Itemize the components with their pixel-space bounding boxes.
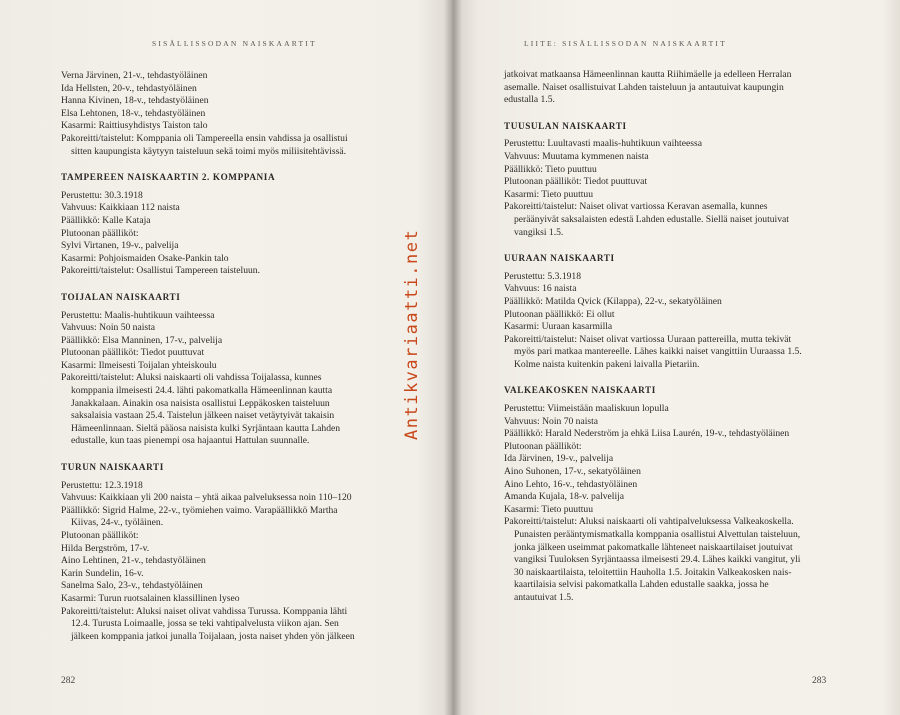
text-line: Päällikkö: Harald Nederström ja ehkä Liisa Laurén, 19-v., tehdastyöläinen: [504, 428, 790, 440]
text-line: Punaisten perääntymismatkalla komppania osallistui Alvettulan taisteluun,: [514, 529, 801, 540]
text-line: Päällikkö: Kalle Kataja: [61, 214, 151, 226]
text-line: Plutoonan päällikkö: Ei ollut: [504, 308, 615, 320]
text-line: Kasarmi: Turun ruotsalainen klassillinen lyseo: [61, 592, 240, 604]
text-line: Sylvi Virtanen, 19-v., palvelija: [61, 240, 179, 252]
section: [504, 69, 849, 107]
text-line: jatkoivat matkaansa Hämeenlinnan kautta Riihimäelle ja edelleen Herralan: [504, 69, 792, 80]
text-line: Pakoreitti/taistelut: Aluksi naiskaarti oli vahtipalveluksessa Valkeakoskella.: [504, 516, 794, 528]
text-line: Plutoonan päälliköt:: [61, 227, 139, 239]
text-line: Aino Lehtinen, 21-v., tehdastyöläinen: [61, 555, 206, 567]
text-line: myös pari matkaa mantereelle. Lähes kaikki naiset vangittiin Uuraassa 1.5.: [514, 346, 802, 358]
text-line: Plutoonan päälliköt:: [61, 530, 139, 541]
text-line: 12.4. Turusta Loimaalle, jossa se teki vahtipalvelusta viikon ajan. Sen: [71, 618, 339, 630]
text-line: komppania ilmeisesti 24.4. lähti pakomatkalla Hämeenlinnan kautta: [71, 385, 333, 397]
text-line: Aino Lehto, 16-v., tehdastyöläinen: [504, 478, 638, 490]
text-line: 30 naiskaartilaista, teloitettiin Hauholla 1.5. Joitakin Valkeakosken nais-: [514, 566, 792, 578]
text-line: Kasarmi: Raittiusyhdistys Taiston talo: [61, 120, 208, 132]
text-line: asemalle. Naiset osallistuivat Lahden taisteluun ja antautuivat kaupungin: [504, 81, 784, 93]
text-line: Perustettu: Viimeistään maaliskuun lopulla: [504, 403, 669, 415]
text-line: peräänyivät saksalaisten edestä Lahden edustalle. Siellä naiset joutuivat: [514, 213, 789, 225]
text-line: jälkeen komppania jatkoi junalla Toijalaan, josta naiset yhden yön jälkeen: [71, 630, 355, 642]
text-line: Vahvuus: Muutama kymmenen naista: [504, 150, 649, 162]
text-line: Päällikkö: Tieto puuttuu: [504, 163, 597, 175]
section-heading: VALKEAKOSKEN NAISKAARTI: [504, 385, 656, 396]
section: [504, 252, 849, 371]
right-page-number: 283: [812, 676, 827, 686]
text-line: Plutoonan päälliköt: Tiedot puuttuvat: [504, 176, 648, 188]
section-heading: TAMPEREEN NAISKAARTIN 2. KOMPPANIA: [61, 172, 276, 183]
text-line: Pakoreitti/taistelut: Naiset olivat vartiossa Keravan asemalla, kunnes: [504, 201, 768, 213]
section: [61, 291, 401, 448]
text-line: Kolme naista kuitenkin pakeni laivalla Pietariin.: [514, 358, 700, 370]
text-line: Päällikkö: Sigrid Halme, 22-v., työmiehen vaimo. Varapäällikkö Martha: [61, 504, 338, 516]
text-line: Pakoreitti/taistelut: Osallistui Tampereen taisteluun.: [61, 265, 260, 277]
text-line: Kasarmi: Uuraan kasarmilla: [504, 321, 613, 333]
text-line: vangiksi Tuuloksen Syrjäntaassa ilmeisesti 29.4. Lähes kaikki vangitut, yli: [514, 554, 801, 566]
text-line: Plutoonan päälliköt: Tiedot puuttuvat: [61, 347, 205, 359]
section: [504, 120, 849, 239]
text-line: Ida Järvinen, 19-v., palvelija: [504, 453, 614, 465]
text-line: Aino Suhonen, 17-v., sekatyöläinen: [504, 466, 641, 478]
left-running-head: SISÄLLISSODAN NAISKAARTIT: [152, 39, 317, 48]
text-line: edustalla 1.5.: [504, 94, 555, 106]
text-line: Kasarmi: Ilmeisesti Toijalan yhteiskoulu: [61, 359, 217, 371]
text-line: edustalle, kun taas pienempi osa hajaantui Hattulan suunnalle.: [71, 435, 310, 447]
text-line: Verna Järvinen, 21-v., tehdastyöläinen: [61, 70, 208, 81]
text-line: Kasarmi: Tieto puuttuu: [504, 188, 594, 200]
text-line: vangiksi 1.5.: [514, 226, 564, 238]
text-line: Perustettu: 30.3.1918: [61, 189, 143, 201]
text-line: Kiivas, 24-v., työläinen.: [71, 517, 164, 529]
text-line: Pakoreitti/taistelut: Aluksi naiset olivat vahdissa Turussa. Komppania lähti: [61, 605, 348, 617]
text-line: kaartilaisia selvisi pakomatkalla Lahden edustalle saakka, jossa he: [514, 579, 769, 591]
text-line: Vahvuus: Noin 50 naista: [61, 322, 156, 334]
text-line: Pakoreitti/taistelut: Naiset olivat vartiossa Uuraan pattereilla, mutta tekivät: [504, 333, 792, 345]
section: [61, 461, 401, 643]
watermark: Antikvariaatti.net: [402, 228, 422, 440]
text-line: Sanelma Salo, 23-v., tehdastyöläinen: [61, 580, 203, 592]
text-line: Plutoonan päälliköt:: [504, 440, 582, 452]
text-line: Päällikkö: Matilda Qvick (Kilappa), 22-v., sekatyöläinen: [504, 295, 722, 307]
right-page-text: [504, 69, 849, 605]
text-line: Elsa Lehtonen, 18-v., tehdastyöläinen: [61, 107, 206, 119]
section-heading: UURAAN NAISKAARTI: [504, 253, 615, 264]
section-heading: TUUSULAN NAISKAARTI: [504, 120, 627, 131]
section: [61, 171, 401, 278]
text-line: Kasarmi: Tieto puuttuu: [504, 503, 594, 515]
text-line: Vahvuus: Kaikkiaan yli 200 naista – yhtä aikaa palveluksessa noin 110–120: [61, 492, 352, 504]
right-running-head: LIITE: SISÄLLISSODAN NAISKAARTIT: [524, 39, 727, 48]
text-line: Pakoreitti/taistelut: Komppania oli Tampereella ensin vahdissa ja osallistui: [61, 132, 348, 144]
text-line: Pakoreitti/taistelut: Aluksi naiskaarti oli vahdissa Toijalassa, kunnes: [61, 372, 322, 384]
text-line: Janakkalaan. Ainakin osa naisista osallistui Leppäkosken taisteluun: [71, 397, 330, 409]
text-line: Ida Hellsten, 20-v., tehdastyöläinen: [61, 82, 197, 94]
book-gutter: [444, 0, 462, 715]
section-heading: TOIJALAN NAISKAARTI: [61, 291, 181, 302]
text-line: Hämeenlinnaan. Sieltä pääosa naisista kulki Syrjäntaan kautta Lahden: [71, 422, 341, 434]
text-line: Hanna Kivinen, 18-v., tehdastyöläinen: [61, 95, 209, 107]
right-page: [452, 0, 900, 715]
text-line: Vahvuus: Noin 70 naista: [504, 415, 599, 427]
section: [504, 384, 849, 604]
text-line: Perustettu: Maalis-huhtikuun vaihteessa: [61, 309, 215, 321]
text-line: antautuivat 1.5.: [514, 591, 574, 603]
text-line: Päällikkö: Elsa Manninen, 17-v., palvelija: [61, 334, 223, 346]
text-line: Perustettu: 12.3.1918: [61, 479, 143, 491]
left-page-number: 282: [61, 676, 76, 686]
text-line: Karin Sundelin, 16-v.: [61, 567, 144, 579]
text-line: Perustettu: Luultavasti maalis-huhtikuun vaihteessa: [504, 138, 702, 150]
text-line: Kasarmi: Pohjoismaiden Osake-Pankin talo: [61, 252, 229, 264]
text-line: Amanda Kujala, 18-v. palvelija: [504, 491, 625, 503]
section: [61, 70, 401, 158]
text-line: Perustettu: 5.3.1918: [504, 270, 582, 282]
text-line: Vahvuus: Kaikkiaan 112 naista: [61, 202, 180, 214]
text-line: saksalaisia vastaan 25.4. Taistelun jälkeen naiset vetäytyivät takaisin: [71, 410, 335, 422]
text-line: jonka jälkeen useimmat pakomatkalle lähteneet naiskaartilaiset joutuivat: [514, 541, 793, 553]
text-line: Vahvuus: 16 naista: [504, 283, 577, 295]
section-heading: TURUN NAISKAARTI: [61, 462, 164, 473]
text-line: Hilda Bergström, 17-v.: [61, 542, 150, 554]
text-line: sitten kaupungista käytyyn taisteluun sekä toimi myös miliisitehtävissä.: [71, 145, 346, 157]
left-page-text: [61, 70, 401, 643]
